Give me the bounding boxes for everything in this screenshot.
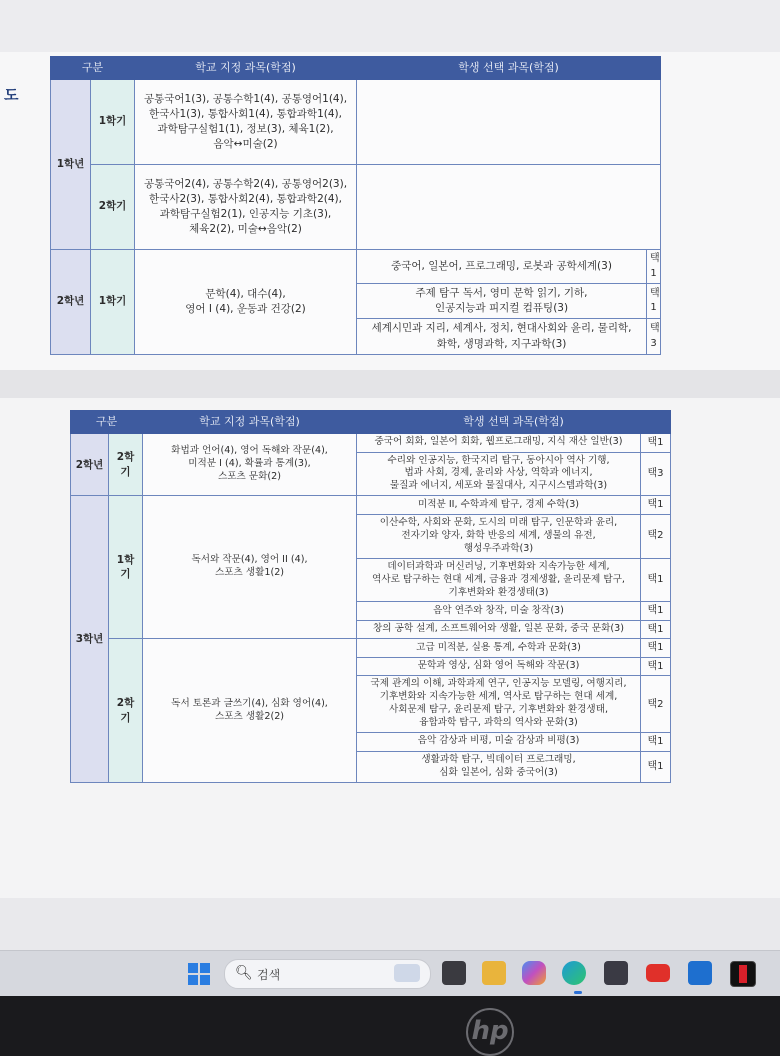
course-line: 화법과 언어(4), 영어 독해와 작문(4), [171, 445, 328, 457]
outlook-icon[interactable] [688, 961, 712, 985]
copilot-icon[interactable] [522, 961, 546, 985]
choice-tag: 택1 [641, 751, 671, 782]
course-line: 스포츠 생활1(2) [214, 567, 285, 579]
choice-tag: 택1 [641, 602, 671, 621]
elective-courses: 고급 미적분, 실용 통계, 수학과 문화(3) [357, 639, 641, 658]
semester-cell: 2학기 [109, 639, 143, 782]
course-line: 이산수학, 사회와 문화, 도시의 미래 탐구, 인문학과 윤리, [379, 516, 618, 528]
course-line: 영어 I (4), 운동과 건강(2) [185, 302, 306, 315]
active-app-indicator [574, 991, 582, 994]
elective-empty [357, 165, 661, 250]
choice-tag: 택2 [641, 514, 671, 558]
course-line: 과학탐구실험2(1), 인공지능 기초(3), [159, 208, 332, 220]
start-icon[interactable] [188, 963, 210, 985]
course-line: 세계시민과 지리, 세계사, 정치, 현대사회와 윤리, 물리학, [371, 322, 632, 335]
course-line: 독서와 작문(4), 영어 II (4), [191, 554, 308, 566]
year-cell: 3학년 [71, 496, 109, 782]
table-row [71, 434, 671, 453]
course-line: 공통국어1(3), 공통수학1(4), 공통영어1(4), [143, 92, 348, 105]
year-cell: 2학년 [51, 250, 91, 355]
elective-courses: 문학과 영상, 심화 영어 독해와 작문(3) [357, 657, 641, 676]
required-courses [135, 165, 357, 250]
course-line: 독서 토론과 글쓰기(4), 심화 영어(4), [171, 697, 328, 709]
course-line: 기후변화와 환경생태(3) [448, 586, 549, 598]
curriculum-table-1 [50, 56, 661, 355]
semester-cell: 1학기 [91, 80, 135, 165]
choice-tag: 택1 [641, 639, 671, 658]
store-icon[interactable] [604, 961, 628, 985]
youtube-icon[interactable] [646, 964, 670, 982]
course-line: 국제 관계의 이해, 과학과제 연구, 인공지능 모델링, 여행지리, [370, 678, 627, 690]
course-line: 심화 일본어, 심화 중국어(3) [439, 766, 558, 778]
semester-cell: 2학기 [91, 165, 135, 250]
table-row [71, 639, 671, 658]
elective-courses: 중국어 회화, 일본어 회화, 웹프로그래밍, 지식 재산 일반(3) [357, 434, 641, 453]
table-header-row [51, 57, 661, 80]
required-courses [143, 496, 357, 639]
semester-cell: 1학기 [91, 250, 135, 355]
course-line: 공통국어2(4), 공통수학2(4), 공통영어2(3), [143, 177, 348, 190]
header-required: 학교 지정 과목(학점) [135, 57, 357, 80]
course-line: 한국사1(3), 통합사회1(4), 통합과학1(4), [149, 107, 342, 120]
widgets-icon[interactable] [394, 964, 420, 982]
course-line: 한국사2(3), 통합사회2(4), 통합과학2(4), [149, 192, 342, 205]
required-courses [143, 434, 357, 496]
choice-tag: 택1 [647, 250, 661, 284]
choice-tag: 택1 [641, 558, 671, 602]
edge-icon[interactable] [562, 961, 586, 985]
choice-tag: 택1 [647, 284, 661, 319]
netflix-icon[interactable] [730, 961, 756, 987]
course-line: 주제 탐구 독서, 영미 문학 읽기, 기하, [415, 287, 588, 299]
required-courses [143, 639, 357, 782]
choice-tag: 택1 [641, 733, 671, 752]
elective-courses [357, 751, 641, 782]
choice-tag: 택3 [647, 319, 661, 354]
hp-logo: hp [466, 1008, 514, 1056]
page-gap [0, 370, 780, 398]
course-line: 법과 사회, 경제, 윤리와 사상, 역학과 에너지, [404, 467, 593, 479]
search-placeholder: 검색 [257, 968, 281, 982]
course-line: 화학, 생명과학, 지구과학(3) [436, 337, 567, 350]
search-icon: 🔍︎ [235, 965, 253, 981]
elective-courses [357, 676, 641, 733]
side-heading-char: 도 [4, 86, 19, 104]
course-line: 사회문제 탐구, 윤리문제 탐구, 기후변화와 환경생태, [389, 704, 609, 716]
elective-courses: 미적분 II, 수학과제 탐구, 경제 수학(3) [357, 496, 641, 515]
course-line: 기후변화와 지속가능한 세계, 역사로 탐구하는 현대 세계, [379, 691, 618, 703]
file-explorer-icon[interactable] [482, 961, 506, 985]
required-courses [135, 80, 357, 165]
choice-tag: 택3 [641, 452, 671, 496]
task-view-icon[interactable] [442, 961, 466, 985]
elective-courses: 창의 공학 설계, 소프트웨어와 생활, 일본 문화, 중국 문화(3) [357, 620, 641, 639]
year-cell: 1학년 [51, 80, 91, 250]
choice-tag: 택2 [641, 676, 671, 733]
elective-courses [357, 514, 641, 558]
table-row [71, 496, 671, 515]
semester-cell: 2학기 [109, 434, 143, 496]
header-category: 구분 [51, 57, 135, 80]
elective-courses [357, 558, 641, 602]
course-line: 인공지능과 피지컬 컴퓨팅(3) [434, 302, 569, 315]
top-strip [0, 0, 780, 53]
course-line: 음악↔미술(2) [213, 138, 278, 151]
choice-tag: 택1 [641, 434, 671, 453]
course-line: 융합과학 탐구, 과학의 역사와 문화(3) [419, 717, 578, 729]
curriculum-table-2 [70, 410, 671, 783]
choice-tag: 택1 [641, 496, 671, 515]
elective-courses [357, 452, 641, 496]
year-cell: 2학년 [71, 434, 109, 496]
header-elective: 학생 선택 과목(학점) [357, 411, 671, 434]
elective-courses: 음악 연주와 창작, 미술 창작(3) [357, 602, 641, 621]
course-line: 물질과 에너지, 세포와 물질대사, 지구시스템과학(3) [389, 480, 608, 492]
elective-courses [357, 319, 647, 354]
elective-empty [357, 80, 661, 165]
choice-tag: 택1 [641, 657, 671, 676]
table-row [51, 250, 661, 284]
semester-cell: 1학기 [109, 496, 143, 639]
course-line: 스포츠 생활2(2) [214, 710, 285, 722]
elective-courses: 중국어, 일본어, 프로그래밍, 로봇과 공학세계(3) [357, 250, 647, 284]
taskbar-search[interactable] [224, 959, 431, 989]
elective-courses: 음악 감상과 비평, 미술 감상과 비평(3) [357, 733, 641, 752]
course-line: 생활과학 탐구, 빅데이터 프로그래밍, [421, 753, 576, 765]
course-line: 문학(4), 대수(4), [205, 287, 286, 300]
table-row [51, 80, 661, 165]
header-required: 학교 지정 과목(학점) [143, 411, 357, 434]
course-line: 과학탐구실험1(1), 정보(3), 체육1(2), [157, 123, 334, 135]
taskbar [0, 950, 780, 996]
course-line: 행성우주과학(3) [463, 542, 534, 554]
required-courses [135, 250, 357, 355]
header-category: 구분 [71, 411, 143, 434]
choice-tag: 택1 [641, 620, 671, 639]
course-line: 역사로 탐구하는 현대 세계, 금융과 경제생활, 윤리문제 탐구, [372, 573, 625, 585]
header-elective: 학생 선택 과목(학점) [357, 57, 661, 80]
course-line: 데이터과학과 머신러닝, 기후변화와 지속가능한 세계, [387, 560, 610, 572]
course-line: 수리와 인공지능, 한국지리 탐구, 동아시아 역사 기행, [387, 454, 610, 466]
table-header-row [71, 411, 671, 434]
course-line: 미적분 I (4), 확률과 통계(3), [188, 458, 311, 470]
course-line: 스포츠 문화(2) [218, 471, 281, 483]
course-line: 전자기와 양자, 화학 반응의 세계, 생물의 유전, [401, 529, 596, 541]
course-line: 체육2(2), 미술↔음악(2) [189, 223, 302, 236]
elective-courses [357, 284, 647, 319]
table-row [51, 165, 661, 250]
